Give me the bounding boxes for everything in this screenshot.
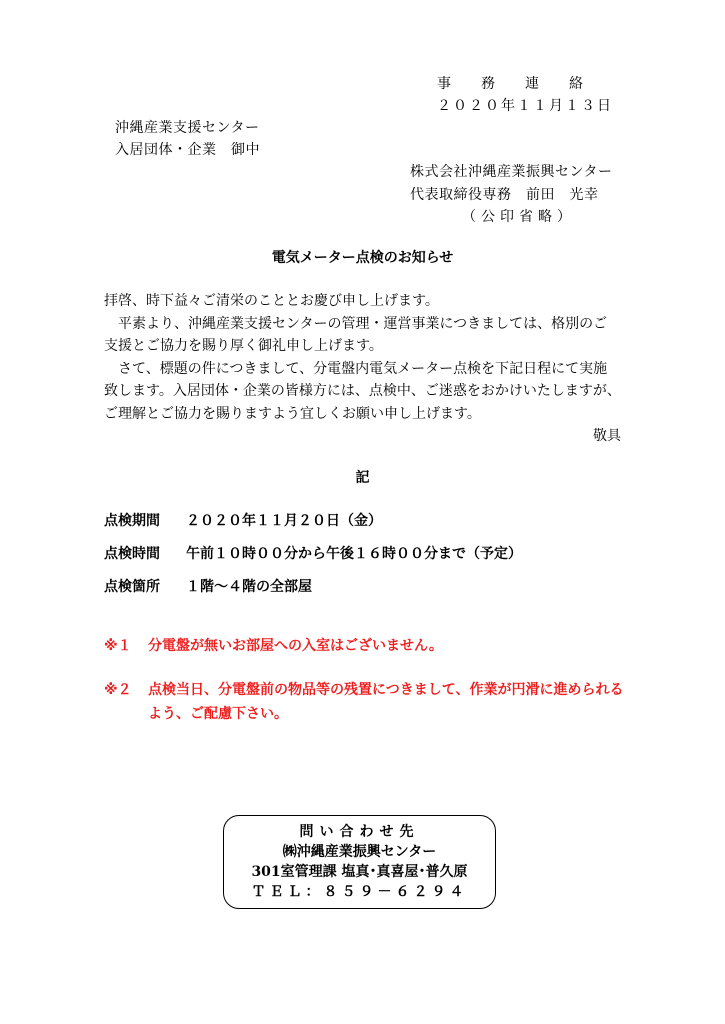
note-2 xyxy=(104,678,624,726)
note-text: 分電盤が無いお部屋への入室はございません。 xyxy=(148,638,443,654)
note-mark: ※１ xyxy=(104,638,132,654)
recipient-line-2: 入居団体・企業 御中 xyxy=(115,142,260,158)
detail-value: １階～４階の全部屋 xyxy=(186,579,312,595)
sender-representative: 代表取締役専務 前田 光幸 xyxy=(410,187,599,203)
note-1 xyxy=(104,634,624,658)
closing: 敬具 xyxy=(593,428,621,444)
note-text: 点検当日、分電盤前の物品等の残置につきまして、作業が円滑に進められるよう、ご配慮下さい。 xyxy=(148,682,624,722)
document-date: ２０２０年１１月１３日 xyxy=(437,98,613,114)
body-paragraph-1: 平素より、沖縄産業支援センターの管理・運営事業につきましては、格別のご支援とご協力を賜り厚く御礼申し上げます。 xyxy=(104,315,608,354)
contact-dept: 301室管理課 塩真･真喜屋･普久原 xyxy=(251,864,468,880)
detail-period xyxy=(104,510,382,530)
body-text xyxy=(104,290,621,425)
detail-value: 午前１０時００分から午後１６時００分まで（予定） xyxy=(186,546,522,562)
memo-title: 事務連絡 xyxy=(437,76,613,92)
note-mark: ※２ xyxy=(104,682,132,698)
contact-box xyxy=(223,815,496,909)
seal-note: （公印省略） xyxy=(462,209,576,225)
subject-heading: 電気メーター点検のお知らせ xyxy=(271,250,454,266)
detail-location xyxy=(104,576,312,596)
detail-label: 点検箇所 xyxy=(104,579,160,595)
contact-org: ㈱沖縄産業振興センター xyxy=(282,844,437,860)
ki-heading: 記 xyxy=(355,470,370,486)
recipient-line-1: 沖縄産業支援センター xyxy=(115,120,260,136)
body-paragraph-2: さて、標題の件につきまして、分電盤内電気メーター点検を下記日程にて実施致します。入居団体・企業の皆様方には、点検中、ご迷惑をおかけいたしますが、ご理解とご協力を賜りますよう宜しくお願い申し上げます。 xyxy=(104,360,621,422)
detail-label: 点検時間 xyxy=(104,546,160,562)
greeting: 拝啓、時下益々ご清栄のこととお慶び申し上げます。 xyxy=(104,293,439,309)
contact-tel: ＴＥＬ：８５９－６２９４ xyxy=(251,884,468,900)
contact-title: 問い合わせ先 xyxy=(299,824,420,840)
detail-time xyxy=(104,543,522,563)
detail-value: ２０２０年１１月２０日（金） xyxy=(186,513,382,529)
sender-company: 株式会社沖縄産業振興センター xyxy=(410,164,613,180)
detail-label: 点検期間 xyxy=(104,513,160,529)
